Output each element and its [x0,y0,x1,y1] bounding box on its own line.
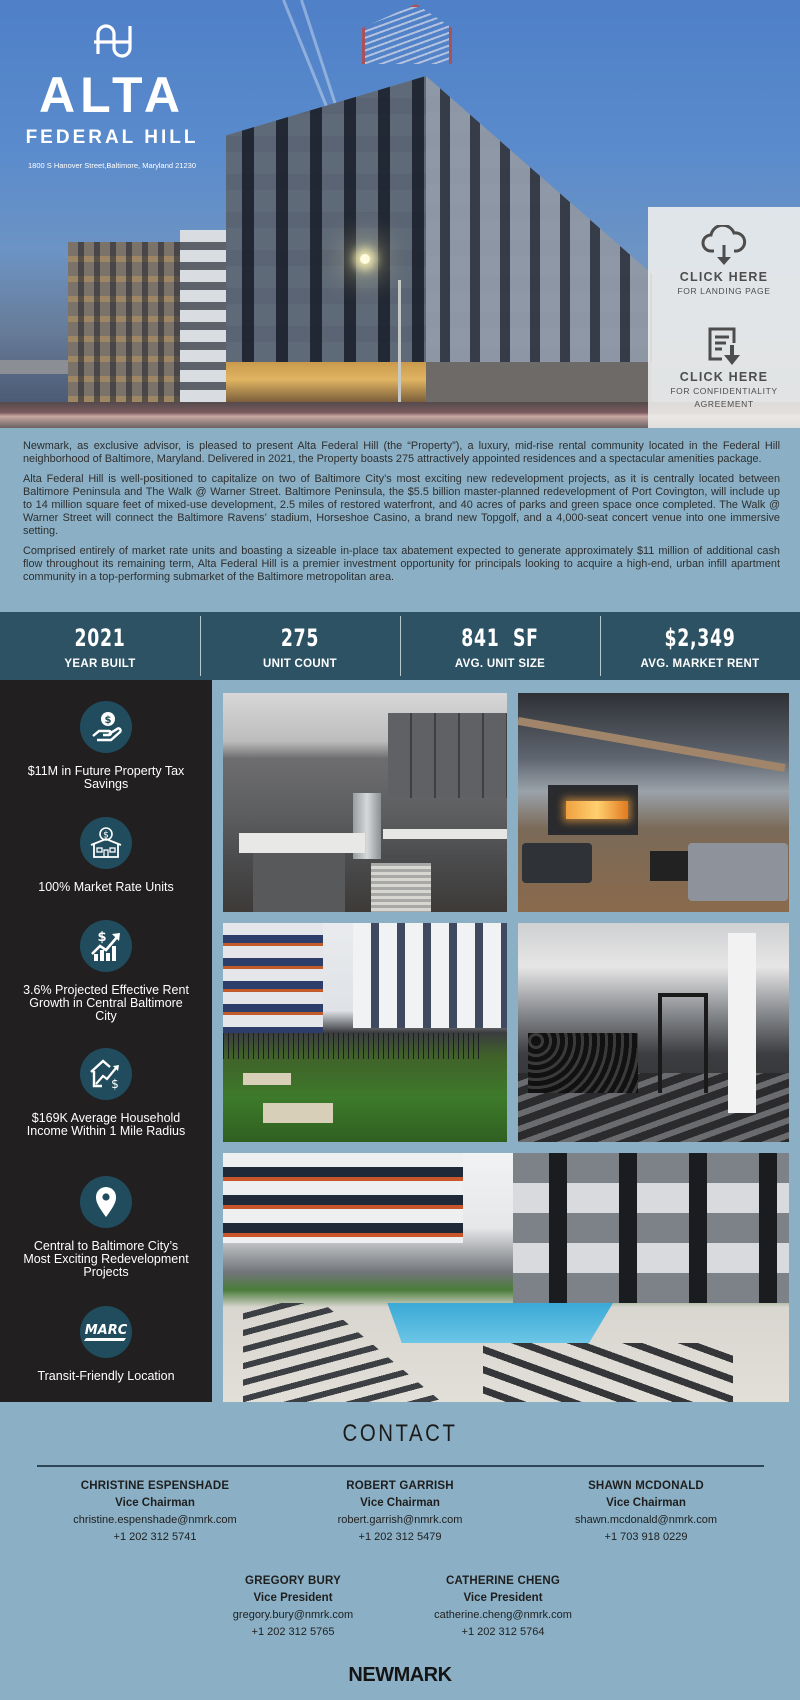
stat-avg-unit-size [400,612,600,680]
courtyard-photo [223,923,507,1142]
rooftop-pergola [362,4,452,64]
highlight-central-location [0,1176,212,1279]
cta-panel [648,207,800,428]
lobby-storefront [226,362,426,406]
countertop [383,829,507,839]
striped-rug [371,863,431,912]
highlight-rent-growth [0,920,212,1023]
contact-title: Vice President [463,1592,543,1604]
stat-avg-market-rent [600,612,800,680]
street-light-flare [360,254,370,264]
svg-text:$: $ [104,715,112,726]
contact-title: Vice Chairman [606,1497,686,1509]
highlight-transit [0,1306,212,1383]
sofa [522,843,592,883]
stat-label: AVG. UNIT SIZE [454,658,546,670]
stat-label: UNIT COUNT [263,658,337,670]
contact-card [173,1573,413,1641]
contact-phone[interactable]: +1 202 312 5764 [461,1626,545,1638]
stat-value: 2021 [74,624,126,652]
contact-phone[interactable]: +1 202 312 5765 [251,1626,335,1638]
contact-name: GREGORY BURY [245,1575,341,1587]
stat-value: 841 SF [461,624,539,652]
contact-title: Vice President [253,1592,333,1604]
property-brand [24,18,200,172]
neighbor-building [180,230,230,405]
description-paragraph: Comprised entirely of market rate units and boasting a sizeable in-place tax abatement expected to generate approximately $11 million of additional cash flow throughout its remaining term, Alta Federal Hill is a premier investment opportunity for principals looking to acquire a high-end, urban infill apartment community in a top-performing submarket of the Baltimore metropolitan area. [23,545,780,583]
stat-year-built [0,612,200,680]
building-facade-front [226,76,426,406]
cta-label: CLICK HERE [679,370,769,384]
hand-dollar-icon [80,701,132,753]
cta-sublabel: FOR CONFIDENTIALITY [670,386,778,396]
landing-page-link[interactable] [648,225,800,298]
contact-email[interactable]: christine.espenshade@nmrk.com [73,1514,237,1526]
kitchen-photo [223,693,507,912]
map-pin-icon [80,1176,132,1228]
highlight-text: $169K Average Household Income Within 1 Mile Radius [26,1111,186,1138]
cta-sublabel-2: AGREEMENT [694,399,754,409]
monogram-svg [90,18,134,62]
hero-banner [0,0,800,428]
contact-email[interactable]: catherine.cheng@nmrk.com [434,1609,572,1621]
contact-title: Vice Chairman [115,1497,195,1509]
ground-floor [426,362,652,406]
contact-card [35,1478,275,1546]
building-facade-side [426,76,652,406]
contact-phone[interactable]: +1 202 312 5741 [113,1531,197,1543]
pool-water [373,1303,613,1343]
description-paragraph: Alta Federal Hill is well-positioned to capitalize on two of Baltimore City’s most exciting new redevelopment projects, as it is centrally located between Baltimore Peninsula and The Walk @ Warner Street. Baltimore Peninsula, the $5.5 billion master-planned redevelopment of Port Covington, will include up to 14 million square feet of mixed-use development, 2.5 miles of restored waterfront, and 40 acres of parks and green space once completed. The Walk @ Warner Street will connect the Baltimore Ravens’ stadium, Horseshoe Casino, a brand new Topgolf, and a 4,000-seat concert venue into one immersive setting. [23,473,780,537]
cta-label: CLICK HERE [679,270,769,284]
kitchen-island-top [239,833,365,853]
squat-rack [658,993,708,1093]
contact-name: CATHERINE CHENG [446,1575,560,1587]
contact-email[interactable]: shawn.mcdonald@nmrk.com [575,1514,717,1526]
stat-label: AVG. MARKET RENT [640,658,760,670]
highlight-text: 100% Market Rate Units [38,880,174,894]
property-title: ALTA [39,67,185,123]
pool-photo [223,1153,789,1402]
street-light-pole [398,280,401,410]
svg-text:$: $ [103,830,109,841]
overpass [0,360,70,374]
fence [223,1033,483,1059]
wood-beam [518,717,786,772]
contact-title: Vice Chairman [360,1497,440,1509]
contact-card [280,1478,520,1546]
dumbbell-rack [528,1033,638,1093]
property-subtitle: FEDERAL HILL [25,127,199,148]
confidentiality-agreement-link[interactable] [648,325,800,411]
pool-building [513,1153,789,1303]
highlight-household-income [0,1048,212,1138]
contact-name: ROBERT GARRISH [346,1480,454,1492]
lounge-chairs [483,1343,733,1402]
contact-phone[interactable]: +1 202 312 5479 [358,1531,442,1543]
fire [566,801,628,819]
property-address: 1800 S Hanover Street,Baltimore, Maryland 21230 [27,161,196,170]
highlight-market-rate [0,817,212,894]
cloud-download-icon [700,225,748,269]
alta-monogram-icon [24,18,200,62]
stat-value: $2,349 [664,624,736,652]
courtyard-building [223,923,323,1033]
contact-name: CHRISTINE ESPENSHADE [80,1480,230,1492]
highlight-text: Transit-Friendly Location [37,1369,175,1383]
contact-phone[interactable]: +1 703 918 0229 [604,1531,688,1543]
highlight-tax-savings [0,701,212,791]
highlight-text: 3.6% Projected Effective Rent Growth in Central Baltimore City [23,983,189,1023]
column [728,933,756,1113]
contact-heading: CONTACT [342,1420,458,1447]
marc-logo-icon [80,1306,132,1358]
contact-email[interactable]: gregory.bury@nmrk.com [232,1609,354,1621]
cta-sublabel: FOR LANDING PAGE [677,286,771,296]
contact-card [383,1573,623,1641]
highlight-text: Central to Baltimore City’s Most Exciting Redevelopment Projects [23,1239,189,1279]
contact-name: SHAWN MCDONALD [588,1480,704,1492]
fitness-photo [518,923,789,1142]
cornhole-board [243,1073,291,1085]
highlights-sidebar [0,680,212,1402]
sofa [688,843,788,901]
property-description [23,440,780,591]
pool-building [223,1153,463,1243]
document-download-icon [702,325,746,367]
svg-text:$: $ [111,1077,119,1091]
svg-text:$: $ [97,930,107,945]
neighbor-building [68,242,183,402]
lounge-photo [518,693,789,912]
divider [37,1465,764,1467]
growth-chart-dollar-icon [80,920,132,972]
stat-value: 275 [280,624,320,652]
key-stats-bar [0,612,800,680]
newmark-logo: NEWMARK [348,1664,452,1686]
svg-text:MARC: MARC [84,1323,128,1338]
cornhole-board [263,1103,333,1123]
stat-unit-count [200,612,400,680]
kitchen-island-base [253,853,345,912]
courtyard-building [353,923,507,1028]
contact-card [526,1478,766,1546]
cabinets [388,713,507,798]
stat-label: YEAR BUILT [64,658,136,670]
contact-email[interactable]: robert.garrish@nmrk.com [337,1514,463,1526]
house-income-icon [80,1048,132,1100]
highlight-text: $11M in Future Property Tax Savings [27,764,185,791]
description-paragraph: Newmark, as exclusive advisor, is pleased to present Alta Federal Hill (the “Property”), a luxury, mid-rise rental community located in the Federal Hill neighborhood of Baltimore, Maryland. Delivered in 2021, the Property boasts 275 attractively appointed residences and a spectacular amenities package. [23,440,780,465]
building-dollar-icon [80,817,132,869]
